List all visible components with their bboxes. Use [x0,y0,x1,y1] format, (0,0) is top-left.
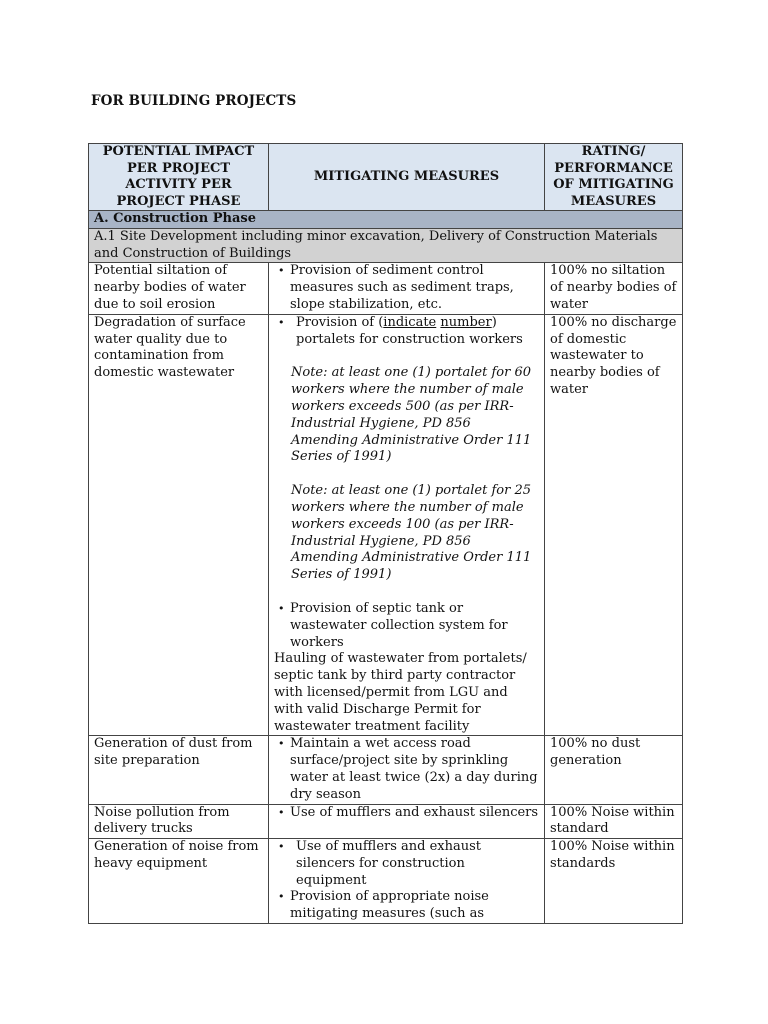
table-row [89,804,683,839]
header-rating: RATING/ PERFORMANCE OF MITIGATING MEASURES [545,144,683,211]
table-header-row [89,144,683,211]
note-text: Note: at least one (1) portalet for 60 workers where the number of male workers exceeds 500 (as per IRR-Industrial Hygiene, PD 856 Amending Administrative Order 111 Series of 1991) [291,365,532,465]
impact-cell: Generation of dust from site preparation [89,736,269,804]
table-row [89,263,683,314]
header-measures: MITIGATING MEASURES [269,144,545,211]
impact-cell: Potential siltation of nearby bodies of water due to soil erosion [89,263,269,314]
measure-item: • Provision of septic tank or wastewater collection system for workers [274,601,539,651]
measure-item: • Maintain a wet access road surface/project site by sprinkling water at least twice (2x) a day during dry season [274,736,539,803]
phase-row [89,211,683,229]
rating-cell: 100% Noise within standard [545,804,683,839]
impact-cell: Noise pollution from delivery trucks [89,804,269,839]
rating-cell: 100% no dust generation [545,736,683,804]
measures-cell [269,804,545,839]
measures-cell [269,314,545,736]
subphase-label: A.1 Site Development including minor excavation, Delivery of Construction Materials and Construction of Buildings [89,228,683,263]
rating-cell: 100% no siltation of nearby bodies of water [545,263,683,314]
table-row [89,314,683,736]
table-row [89,736,683,804]
measures-cell [269,839,545,924]
measure-item: • Use of mufflers and exhaust silencers for construction equipment [274,839,539,889]
measure-item: • Provision of appropriate noise mitigating measures (such as [274,889,539,923]
measures-cell [269,736,545,804]
header-impact: POTENTIAL IMPACT PER PROJECT ACTIVITY PER PROJECT PHASE [89,144,269,211]
page-heading: FOR BUILDING PROJECTS [91,93,297,109]
rating-cell: 100% no discharge of domestic wastewater to nearby bodies of water [545,314,683,736]
measure-item: • Provision of sediment control measures such as sediment traps, slope stabilization, etc. [274,263,539,313]
impact-cell: Generation of noise from heavy equipment [89,839,269,924]
table-row [89,839,683,924]
impact-cell: Degradation of surface water quality due to contamination from domestic wastewater [89,314,269,736]
phase-label: A. Construction Phase [89,211,683,229]
mitigation-table [88,143,683,924]
rating-cell: 100% Noise within standards [545,839,683,924]
measures-cell [269,263,545,314]
subphase-row [89,228,683,263]
measure-item: • Use of mufflers and exhaust silencers [274,805,539,822]
measure-item: • Provision of (indicate number) portalets for construction workers [274,315,539,349]
note-text: Note: at least one (1) portalet for 25 workers where the number of male workers exceeds 100 (as per IRR-Industrial Hygiene, PD 856 Amending Administrative Order 111 Series of 1991) [291,483,532,583]
hauling-text: Hauling of wastewater from portalets/ septic tank by third party contractor with licensed/permit from LGU and with valid Discharge Permit for wastewater treatment facility [274,651,527,734]
